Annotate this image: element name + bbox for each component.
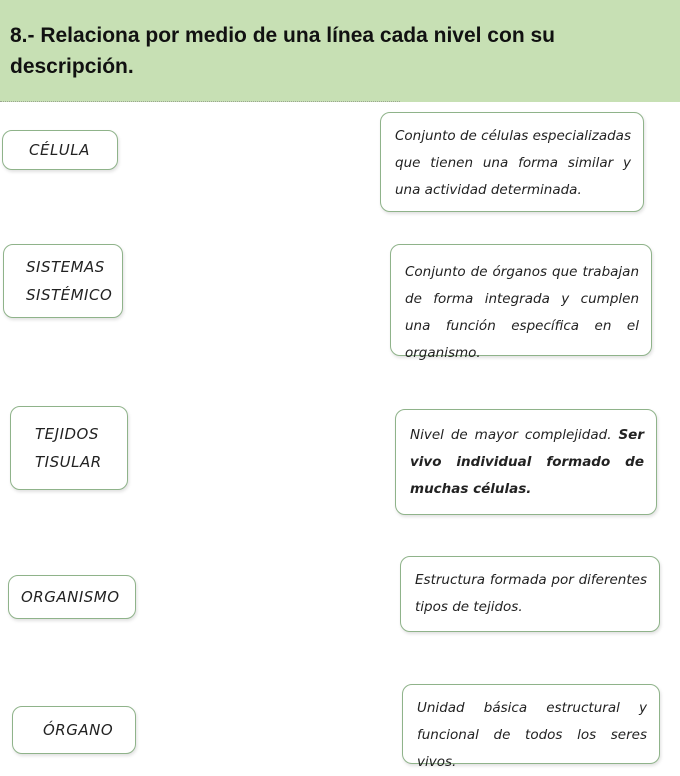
level-box-organismo[interactable] xyxy=(8,575,136,619)
level-label: ORGANISMO xyxy=(21,588,120,606)
description-text: Estructura formada por diferentes tipos de tejidos. xyxy=(415,572,647,615)
description-text: Unidad básica estructural y funcional de todos los seres vivos. xyxy=(417,700,647,770)
level-box-celula[interactable] xyxy=(2,130,118,170)
level-box-sistemas[interactable] xyxy=(3,244,123,318)
level-label: TEJIDOS xyxy=(35,425,99,443)
description-text-bold: Ser vivo individual formado de muchas células. xyxy=(410,427,644,497)
level-label: SISTÉMICO xyxy=(26,286,113,304)
description-text: Conjunto de células especializadas que tienen una forma similar y una actividad determinada. xyxy=(395,128,631,198)
description-box-organos[interactable] xyxy=(390,244,652,361)
description-box-tejidos[interactable] xyxy=(400,556,660,632)
level-label: ÓRGANO xyxy=(43,721,114,739)
description-text-normal: Nivel de mayor complejidad. xyxy=(410,427,619,443)
description-box-celula[interactable] xyxy=(402,684,660,770)
level-label: SISTEMAS xyxy=(26,258,105,276)
level-label: CÉLULA xyxy=(29,141,90,159)
instruction-title: 8.- Relaciona por medio de una línea cada nivel con su descripción. xyxy=(10,24,555,78)
level-box-organo[interactable] xyxy=(12,706,136,754)
description-box-celulas[interactable] xyxy=(380,112,644,212)
description-text: Conjunto de órganos que trabajan de forma integrada y cumplen una función específica en el organismo. xyxy=(405,264,639,361)
description-box-organismo[interactable] xyxy=(395,409,657,515)
instruction-header xyxy=(0,0,680,102)
level-box-tejidos[interactable] xyxy=(10,406,128,490)
header-divider xyxy=(0,101,400,103)
level-label: TISULAR xyxy=(35,453,102,471)
